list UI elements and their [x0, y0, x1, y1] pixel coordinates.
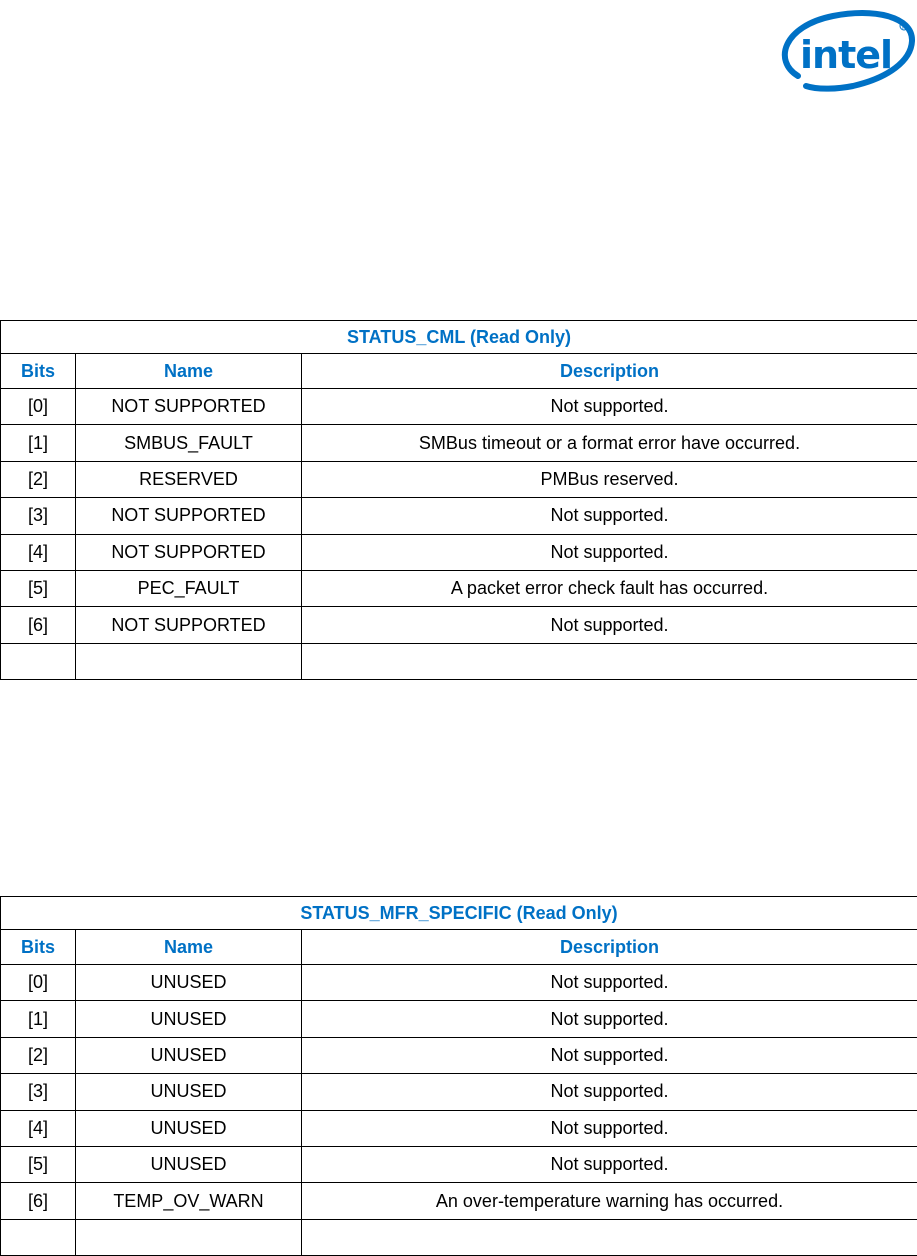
table-title: STATUS_CML (Read Only): [1, 321, 917, 354]
table-title: STATUS_MFR_SPECIFIC (Read Only): [1, 897, 917, 930]
svg-text:R: R: [902, 24, 906, 31]
name-cell: UNUSED: [76, 1146, 302, 1182]
bits-cell: [1, 1219, 76, 1255]
description-cell: Not supported.: [302, 1110, 917, 1146]
table-row: [1, 425, 917, 461]
column-header-description: Description: [302, 354, 917, 389]
name-cell: SMBUS_FAULT: [76, 425, 302, 461]
table-row: [1, 1074, 917, 1110]
description-cell: SMBus timeout or a format error have occurred.: [302, 425, 917, 461]
bits-cell: [4]: [1, 1110, 76, 1146]
description-cell: Not supported.: [302, 965, 917, 1001]
name-cell: NOT SUPPORTED: [76, 607, 302, 643]
table-row-empty: [1, 1219, 917, 1255]
table-row: [1, 498, 917, 534]
table-row-empty: [1, 643, 917, 679]
name-cell: NOT SUPPORTED: [76, 534, 302, 570]
bits-cell: [6]: [1, 607, 76, 643]
table-row: [1, 1037, 917, 1073]
intel-logo: [778, 6, 916, 94]
bits-cell: [3]: [1, 498, 76, 534]
intel-logo-icon: [778, 6, 916, 94]
description-cell: PMBus reserved.: [302, 461, 917, 497]
description-cell: Not supported.: [302, 607, 917, 643]
name-cell: UNUSED: [76, 965, 302, 1001]
description-cell: Not supported.: [302, 389, 917, 425]
name-cell: UNUSED: [76, 1037, 302, 1073]
bits-cell: [1]: [1, 1001, 76, 1037]
bits-cell: [2]: [1, 461, 76, 497]
bits-cell: [1]: [1, 425, 76, 461]
table-row: [1, 607, 917, 643]
table-row: [1, 1110, 917, 1146]
status-cml-table: [0, 320, 917, 680]
name-cell: UNUSED: [76, 1001, 302, 1037]
description-cell: Not supported.: [302, 498, 917, 534]
table-row: [1, 1183, 917, 1219]
description-cell: Not supported.: [302, 1146, 917, 1182]
name-cell: [76, 643, 302, 679]
table-row: [1, 389, 917, 425]
name-cell: UNUSED: [76, 1110, 302, 1146]
bits-cell: [5]: [1, 1146, 76, 1182]
table-row: [1, 534, 917, 570]
table-row: [1, 570, 917, 606]
description-cell: Not supported.: [302, 1037, 917, 1073]
bits-cell: [1, 643, 76, 679]
description-cell: [302, 643, 917, 679]
column-header-bits: Bits: [1, 354, 76, 389]
name-cell: UNUSED: [76, 1074, 302, 1110]
column-header-name: Name: [76, 354, 302, 389]
bits-cell: [4]: [1, 534, 76, 570]
name-cell: NOT SUPPORTED: [76, 498, 302, 534]
description-cell: Not supported.: [302, 1074, 917, 1110]
column-header-name: Name: [76, 930, 302, 965]
name-cell: NOT SUPPORTED: [76, 389, 302, 425]
description-cell: [302, 1219, 917, 1255]
name-cell: PEC_FAULT: [76, 570, 302, 606]
svg-text:intel: intel: [800, 33, 892, 77]
bits-cell: [3]: [1, 1074, 76, 1110]
table-row: [1, 1146, 917, 1182]
table-row: [1, 965, 917, 1001]
column-header-bits: Bits: [1, 930, 76, 965]
name-cell: RESERVED: [76, 461, 302, 497]
bits-cell: [6]: [1, 1183, 76, 1219]
table-row: [1, 1001, 917, 1037]
description-cell: Not supported.: [302, 534, 917, 570]
bits-cell: [0]: [1, 389, 76, 425]
bits-cell: [0]: [1, 965, 76, 1001]
column-header-description: Description: [302, 930, 917, 965]
description-cell: Not supported.: [302, 1001, 917, 1037]
table-row: [1, 461, 917, 497]
bits-cell: [5]: [1, 570, 76, 606]
status-mfr-specific-table: [0, 896, 917, 1256]
description-cell: A packet error check fault has occurred.: [302, 570, 917, 606]
description-cell: An over-temperature warning has occurred.: [302, 1183, 917, 1219]
name-cell: TEMP_OV_WARN: [76, 1183, 302, 1219]
bits-cell: [2]: [1, 1037, 76, 1073]
name-cell: [76, 1219, 302, 1255]
